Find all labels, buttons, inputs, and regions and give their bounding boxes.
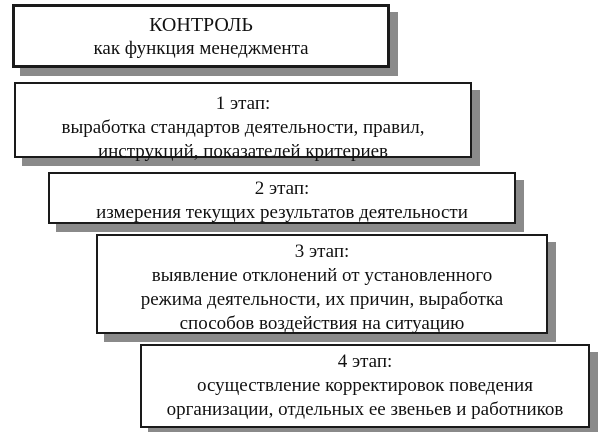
stage-2-box bbox=[48, 172, 516, 224]
stage-3-text-line-2: режима деятельности, их причин, выработка bbox=[140, 289, 504, 310]
stage-3-heading: 3 этап: bbox=[294, 241, 350, 262]
stage-4-box bbox=[140, 344, 590, 428]
stage-3-text-line-3: способов воздействия на ситуацию bbox=[179, 313, 465, 334]
stage-1-box bbox=[14, 82, 472, 162]
stage-1-text-line-2: инструкций, показателей критериев bbox=[97, 141, 389, 162]
stage-4-text-line-1: осуществление корректировок поведения bbox=[197, 375, 533, 396]
stage-3-text-line-1: выявление отклонений от установленного bbox=[151, 265, 493, 286]
title-heading: КОНТРОЛЬ bbox=[149, 14, 253, 36]
title-box bbox=[12, 4, 390, 68]
stage-2-heading: 2 этап: bbox=[254, 178, 310, 199]
stage-4-text-line-2: организации, отдельных ее звеньев и работников bbox=[166, 399, 564, 420]
stage-4-heading: 4 этап: bbox=[337, 351, 393, 372]
stage-2-text-line-1: измерения текущих результатов деятельности bbox=[96, 202, 468, 223]
stage-1-heading: 1 этап: bbox=[215, 93, 271, 114]
stage-1-text-line-1: выработка стандартов деятельности, правил, bbox=[61, 117, 425, 138]
title-subheading: как функция менеджмента bbox=[93, 38, 309, 59]
stage-3-box bbox=[96, 234, 548, 334]
